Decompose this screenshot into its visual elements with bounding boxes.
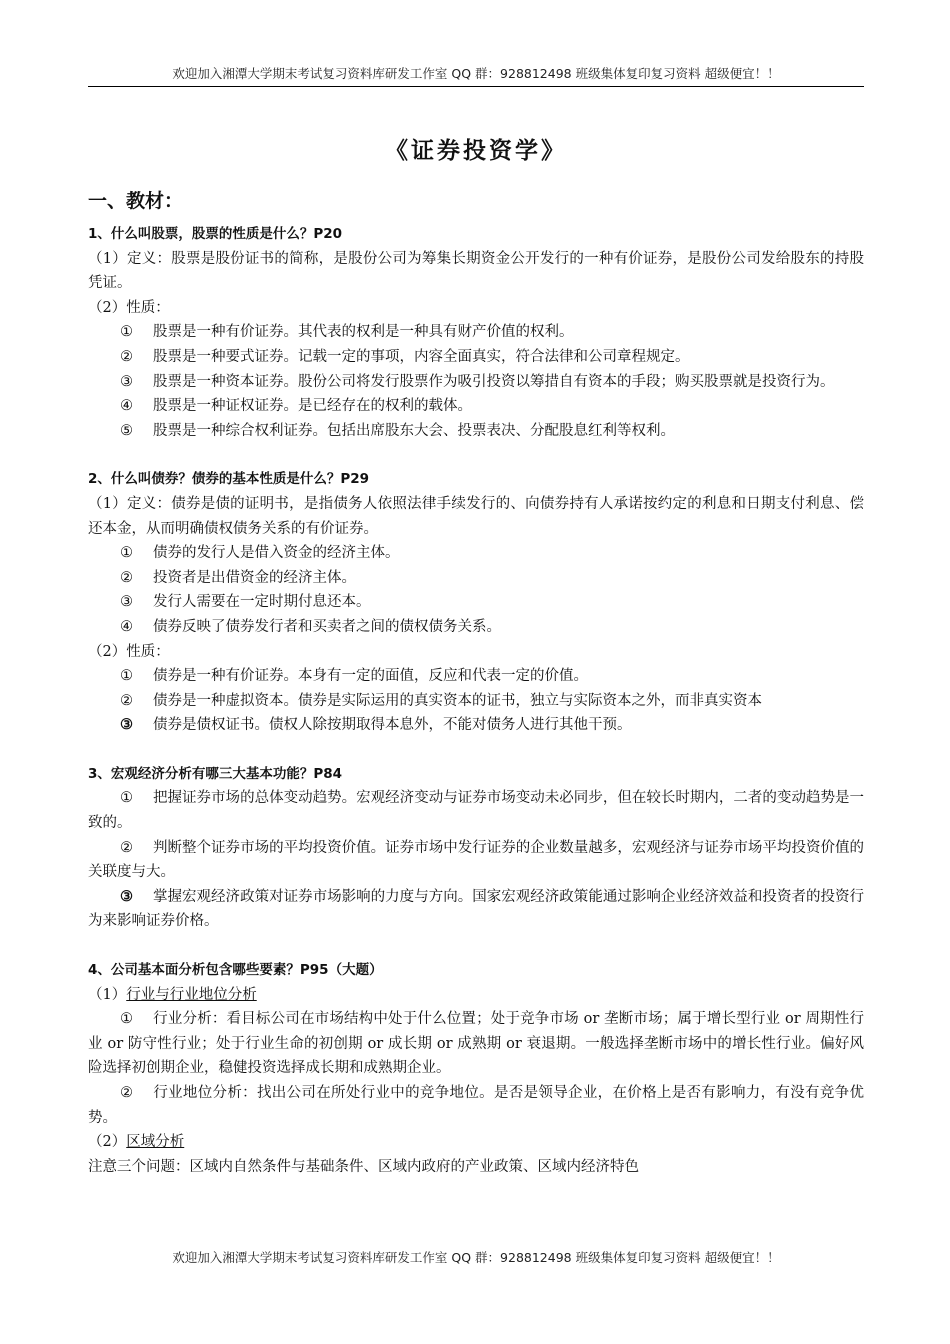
page-footer: 欢迎加入湘潭大学期末考试复习资料库研发工作室 QQ 群：928812498 班级集体复印复习资料 超级便宜！！	[172, 1250, 780, 1265]
list-item: ② 投资者是出借资金的经济主体。	[120, 569, 356, 586]
document-body	[88, 186, 864, 1179]
question-4-region-text: 注意三个问题：区域内自然条件与基础条件、区域内政府的产业政策、区域内经济特色	[88, 1158, 639, 1175]
list-item: ② 判断整个证券市场的平均投资价值。证券市场中发行证券的企业数量越多，宏观经济与证券市场平均投资价值的关联度与大。	[88, 839, 864, 881]
list-item: ③ 掌握宏观经济政策对证券市场影响的力度与方向。国家宏观经济政策能通过影响企业经济效益和投资者的投资行为来影响证券价格。	[88, 887, 864, 930]
list-item: ① 债券是一种有价证券。本身有一定的面值，反应和代表一定的价值。	[120, 668, 588, 685]
list-item: ② 行业地位分析：找出公司在所处行业中的竞争地位。是否是领导企业，在价格上是否有影响力，有没有竞争优势。	[88, 1085, 864, 1126]
list-item: ④ 股票是一种证权证券。是已经存在的权利的载体。	[120, 398, 472, 415]
question-4-subheading-1: （1）行业与行业地位分析	[88, 986, 257, 1003]
question-4-subheading-2: （2）区域分析	[88, 1134, 185, 1151]
question-1-heading: 1、什么叫股票，股票的性质是什么？P20	[88, 226, 343, 242]
question-2-nature-label: （2）性质：	[88, 643, 170, 660]
list-item: ③ 债券是债权证书。债权人除按期取得本息外，不能对债务人进行其他干预。	[120, 716, 632, 734]
question-2-heading: 2、什么叫债券？债券的基本性质是什么？P29	[88, 471, 370, 488]
list-item: ② 股票是一种要式证券。记载一定的事项，内容全面真实，符合法律和公司章程规定。	[120, 348, 690, 365]
question-4-heading: 4、公司基本面分析包含哪些要素？P95（大题）	[88, 962, 383, 979]
list-item: ⑤ 股票是一种综合权利证券。包括出席股东大会、投票表决、分配股息红利等权利。	[120, 422, 675, 439]
list-item: ② 债券是一种虚拟资本。债券是实际运用的真实资本的证书，独立与实际资本之外，而非真实资本	[120, 692, 762, 709]
list-item: ① 行业分析：看目标公司在市场结构中处于什么位置；处于竞争市场 or 垄断市场；属于增长型行业 or 周期性行业 or 防守性行业；处于行业生命的初创期 or 成长期 or 成熟期 or 衰退期。一般选择垄断市场中的增长性行业。偏好风险选择初创期企业，稳健投资选择成长期和成熟期企业。	[88, 1011, 864, 1077]
question-2-definition: （1）定义：债券是债的证明书，是指债务人依照法律手续发行的、向债券持有人承诺按约定的利息和日期支付利息、偿还本金，从而明确债权债务关系的有价证券。	[88, 495, 864, 537]
question-3-heading: 3、宏观经济分析有哪三大基本功能？P84	[88, 765, 343, 782]
list-item: ④ 债券反映了债券发行者和买卖者之间的债权债务关系。	[120, 618, 501, 635]
question-1-definition: （1）定义：股票是股份证书的简称，是股份公司为筹集长期资金公开发行的一种有价证券，是股份公司发给股东的持股凭证。	[88, 250, 864, 292]
list-item: ③ 发行人需要在一定时期付息还本。	[120, 594, 371, 611]
list-item: ① 债券的发行人是借入资金的经济主体。	[120, 545, 400, 562]
header-divider	[88, 86, 864, 87]
list-item: ① 股票是一种有价证券。其代表的权利是一种具有财产价值的权利。	[120, 324, 574, 341]
document-title: 《证券投资学》	[385, 137, 567, 164]
page-header: 欢迎加入湘潭大学期末考试复习资料库研发工作室 QQ 群：928812498 班级集体复印复习资料 超级便宜！！	[172, 66, 780, 81]
question-1-nature-label: （2）性质：	[88, 299, 170, 316]
list-item: ③ 股票是一种资本证券。股份公司将发行股票作为吸引投资以筹措自有资本的手段；购买股票就是投资行为。	[120, 373, 835, 390]
list-item: ① 把握证券市场的总体变动趋势。宏观经济变动与证券市场变动未必同步，但在较长时期内，二者的变动趋势是一致的。	[88, 790, 864, 832]
section-heading: 一、教材：	[88, 190, 184, 212]
